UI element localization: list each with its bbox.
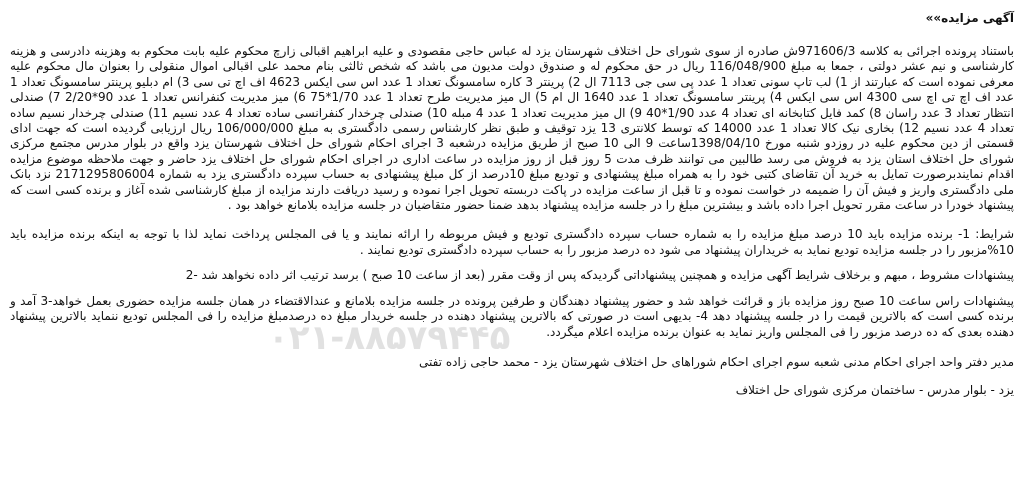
address-line: یزد - بلوار مدرس - ساختمان مرکزی شورای حل اختلاف (735, 382, 1014, 397)
signature-line: مدیر دفتر واحد اجرای احکام مدنی شعبه سوم اجرای احکام شوراهای حل اختلاف شهرستان یزد - محمد حاجی زاده تفتی (418, 354, 1014, 369)
spacer (10, 340, 1014, 354)
spacer (10, 213, 1014, 227)
notice-title: آگهی مزایده»» (925, 11, 1014, 25)
conditions-paragraph-2: پیشنهادات مشروط ، مبهم و برخلاف شرایط آگهی مزایده و همچنین پیشنهاداتی گردیدکه پس از وقت مقرر (بعد از ساعت 10 صبح ) برسد ترتیب اثر داده نخواهد شد -2 (185, 268, 1014, 283)
phone-watermark: ۰۲۱-۸۸۵۷۹۴۴۵ (268, 318, 511, 358)
conditions-paragraph-3: پیشنهادات راس ساعت 10 صبح روز مزایده باز و قرائت خواهد شد و حضور پیشنهاد دهندگان و طرفین پرونده در جلسه مزایده بلامانع و عندالاقتضاء در همان جلسه مزایده حضوری بعمل خواهد-3 آمد و برنده کسی است که بالاترین قیمت را در جلسه پیشنهاد دهد 4- بدیهی است در صورتی که بالاترین پیشنهاد دهنده در جلسه خریدار مبلغ ده درصدمبلغ مزایده را فی المجلس تودیع ننماید بالاترین پیشنهاد دهنده بعدی که ده درصد مزبور را فی المجلس واریز نماید به عنوان برنده مزایده اعلام میگردد. (10, 293, 1015, 339)
conditions-paragraph-1: شرایط: 1- برنده مزایده باید 10 درصد مبلغ مزایده را به شماره حساب سپرده دادگستری تودیع و فیش مربوطه را ارائه نمایند و یا فی المجلس پرداخت نماید لذا با توجه به اینکه برنده مزایده باید 10%مزبور را در جلسه مزایده تودیع نماید به خریداران پیشنهاد می شود ده درصد مزبور را به حساب سپرده دادگستری تودیع نمایند . (10, 227, 1014, 257)
spacer (10, 258, 1014, 268)
spacer (10, 284, 1014, 294)
notice-main-paragraph: باستناد پرونده اجرائی به کلاسه 971606/3ش صادره از سوی شورای حل اختلاف شهرستان یزد له عباس حاجی مقصودی و علیه ابراهیم اقبالی زارچ محکوم علیه بابت محکوم به وهزینه دادرسی و هزینه کارشناسی و نیم عشر دولتی ، جمعا به مبلغ 116/048/900 ریال در حق محکوم له و صندوق دولت مدیون می باشد که شخص ثالثی بنام محمد علی اقبالی اموال منقولی را بعنوان مال محکوم علیه معرفی نموده است که عبارتند از 1) لب تاپ سونی تعداد 1 عدد پی سی جی 7113 ال 2) پرینتر 3 کاره سامسونگ تعداد 1 عدد اس سی ایکس 4623 اف اچ تی سی 3) ام دبلیو پرینتر سامسونگ تعداد 1 عدد اف اچ تی اچ سی 4300 اس سی ایکس 4) پرینتر سامسونگ تعداد 1 عدد 1640 ال ام 5) ال میز مدیریت طرح تعداد 1 عدد 1/70*75 6) میز مدیریت کنفرانس تعداد 1 عدد 90*2/20 7) صندلی انتظار تعداد 3 عدد راسان 8) کمد فایل کتابخانه ای تعداد 4 عدد 1/90*40 9) ال میز مدیریت تعداد 1 عدد 4 مبله 10) صندلی چرخدار کنفرانسی ساده تعداد 4 عدد نسیم 11) صندلی چرخدار نسیم ساده تعداد 4 عدد نسیم 12) بخاری نیک کالا تعداد 1 عدد 14000 که توسط کلانتری 13 یزد توقیف و طبق نظر کارشناس رسمی دادگستری به مبلغ 106/000/000 ریال ارزیابی گردیده است که جهت ادای قسمتی از دین محکوم علیه در روزدو شنبه مورخ 1398/04/10ساعت 9 الی 10 صبح از طریق مزایده درشعبه 3 اجرای احکام شورای حل اختلاف شهرستان یزد واقع در بلوار مدرس مجتمع مرکزی شورای حل اختلاف استان یزد به فروش می رسد طالبین می توانند ظرف مدت 5 روز قبل از روز مزایده در ساعت اداری در اجرای احکام شورای حل اختلاف یزد حاضر و جهت ملاحظه موضوع مزایده اقدام نمایندبرصورت تمایل به خرید آن تقاضای کتبی خود را به همراه مبلغ پیشنهادی و تودیع مبلغ 10درصد از کل مبلغ پیشنهادی به حساب سپرده دادگستری یزد به شماره 2171295806004 نزد بانک ملی دادگستری واریز و فیش آن را ضمیمه در خواست نموده و تا قبل از ساعت مزایده در پاکت دربسته تحویل اجرا نموده و رسید دریافت دارند مزایده از مبلغ کارشناسی شده آغاز و برنده کسی است که پیشنهاد خودرا در ساعت مقرر تحویل اجرا داده باشد و بیشترین مبلغ را در جلسه مزایده پیشنهاد بدهد ضمنا حضور متقاضیان در جلسه مزایده بلامانع خواهد بود . (10, 44, 1015, 213)
